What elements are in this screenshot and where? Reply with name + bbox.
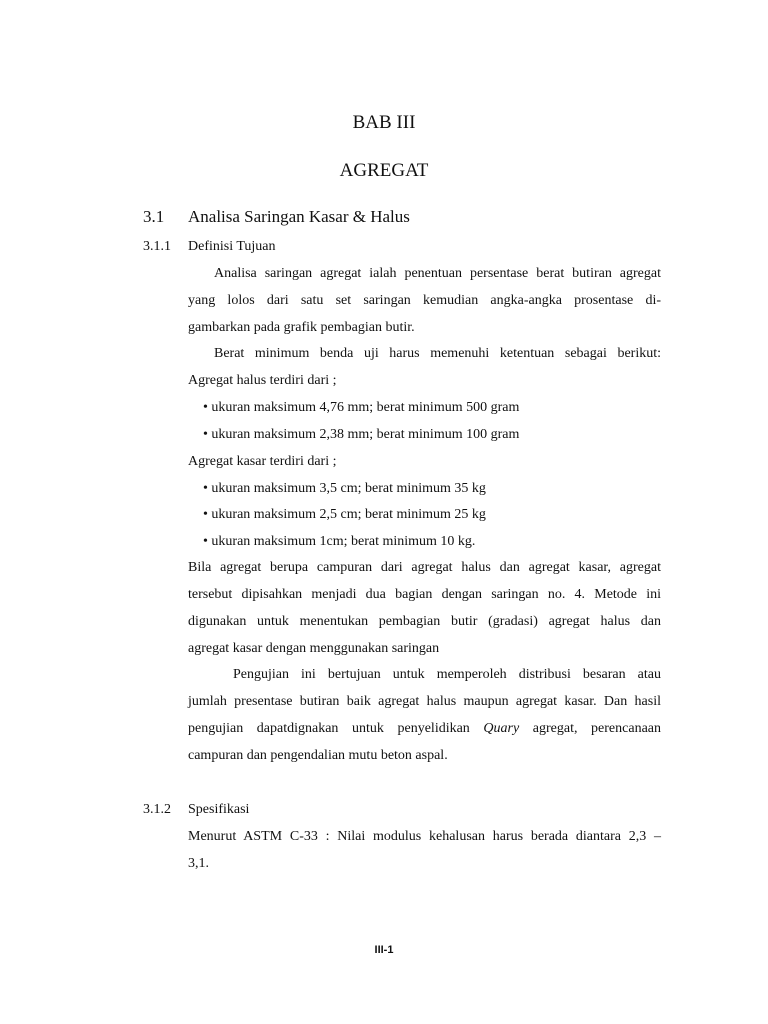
paragraph-line: 3,1. <box>188 856 209 871</box>
paragraph-line: tersebut dipisahkan menjadi dua bagian dengan saringan no. 4. Metode ini <box>188 587 661 602</box>
paragraph-line: jumlah presentase butiran baik agregat halus maupun agregat kasar. Dan hasil <box>188 694 661 709</box>
paragraph-text: agregat, perencanaan <box>519 721 662 736</box>
paragraph-line: yang lolos dari satu set saringan kemudian angka-angka prosentase di- <box>188 293 661 308</box>
chapter-title: AGREGAT <box>339 160 429 181</box>
section-number: 3.1 <box>143 207 165 226</box>
list-item: • ukuran maksimum 1cm; berat minimum 10 kg. <box>203 534 476 549</box>
list-item: • ukuran maksimum 2,38 mm; berat minimum 100 gram <box>203 427 520 442</box>
list-intro: Agregat kasar terdiri dari ; <box>188 454 337 469</box>
paragraph-line: Menurut ASTM C-33 : Nilai modulus kehalusan harus berada diantara 2,3 – <box>188 829 661 844</box>
page-number: III-1 <box>374 944 394 956</box>
paragraph-line: gambarkan pada grafik pembagian butir. <box>188 320 415 335</box>
list-intro: Agregat halus terdiri dari ; <box>188 373 337 388</box>
paragraph-line: Analisa saringan agregat ialah penentuan persentase berat butiran agregat <box>214 266 661 281</box>
list-item: • ukuran maksimum 2,5 cm; berat minimum 25 kg <box>203 507 486 522</box>
subsection-number: 3.1.1 <box>143 239 171 254</box>
paragraph-line <box>188 721 661 737</box>
paragraph-line: agregat kasar dengan menggunakan saringan <box>188 641 440 656</box>
paragraph-line: Berat minimum benda uji harus memenuhi ketentuan sebagai berikut: <box>214 346 661 361</box>
paragraph-line: digunakan untuk menentukan pembagian butir (gradasi) agregat halus dan <box>188 614 661 629</box>
emphasis-text: Quary <box>483 721 520 736</box>
subsection-title: Spesifikasi <box>188 802 250 817</box>
list-item: • ukuran maksimum 3,5 cm; berat minimum 35 kg <box>203 481 486 496</box>
paragraph-line: campuran dan pengendalian mutu beton aspal. <box>188 748 448 763</box>
paragraph-text: pengujian dapatdignakan untuk penyelidikan <box>188 721 484 736</box>
paragraph-line: Pengujian ini bertujuan untuk memperoleh distribusi besaran atau <box>233 667 661 682</box>
chapter-label: BAB III <box>352 112 416 133</box>
subsection-number: 3.1.2 <box>143 802 171 817</box>
paragraph-line: Bila agregat berupa campuran dari agregat halus dan agregat kasar, agregat <box>188 560 661 575</box>
list-item: • ukuran maksimum 4,76 mm; berat minimum 500 gram <box>203 400 520 415</box>
subsection-title: Definisi Tujuan <box>188 239 276 254</box>
section-title: Analisa Saringan Kasar & Halus <box>188 207 410 226</box>
